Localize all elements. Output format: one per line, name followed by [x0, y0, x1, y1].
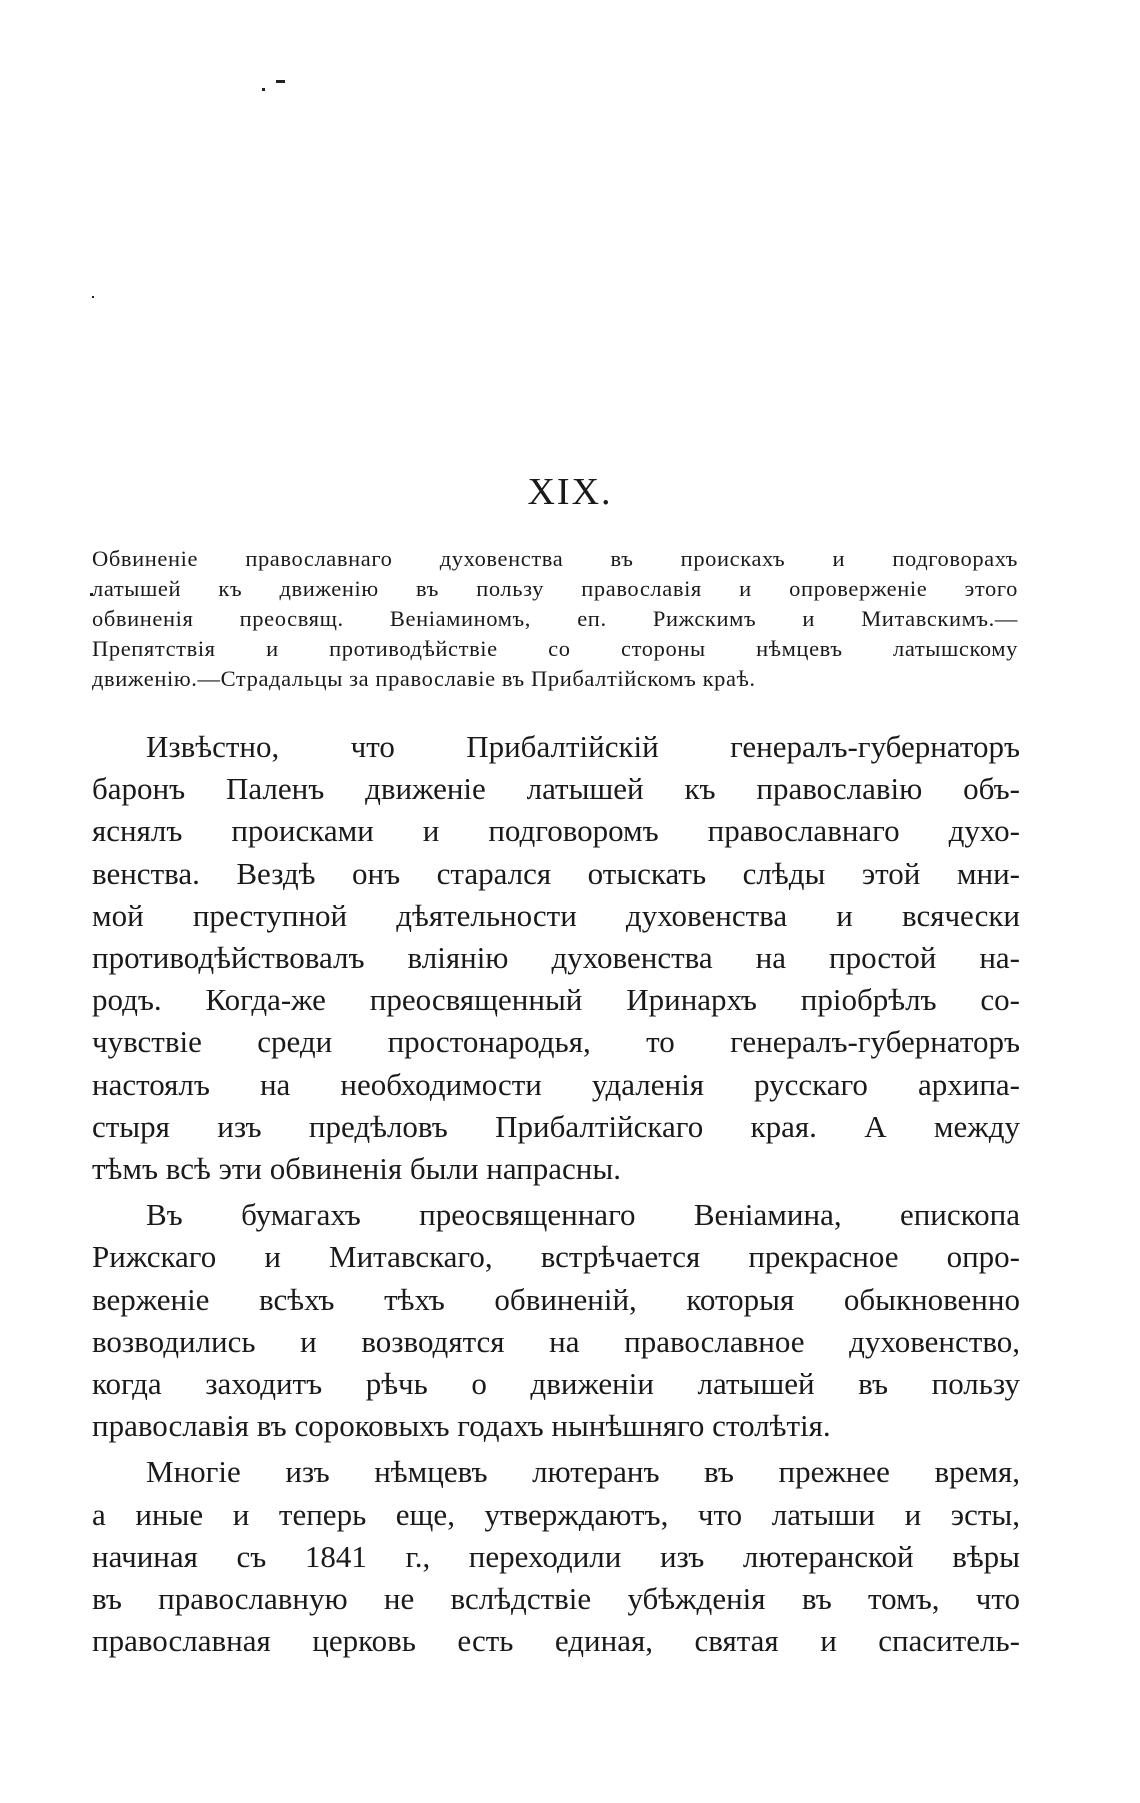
paragraph [92, 726, 1020, 1190]
text-line: а иные и теперь еще, утверждаютъ, что латыши и эсты, [92, 1496, 1020, 1532]
summary-line: латышей къ движенію въ пользу православія и опроверженіе этого [92, 576, 1018, 601]
paragraph [92, 1194, 1020, 1447]
text-line: православная церковь есть единая, святая и спаситель- [92, 1623, 1020, 1659]
body-text [92, 726, 1020, 1666]
text-line: противодѣйствовалъ вліянію духовенства на простой на- [92, 940, 1020, 976]
text-line: чувствіе среди простонародья, то генералъ-губернаторъ [92, 1024, 1020, 1060]
text-line: стыря изъ предѣловъ Прибалтійскаго края. А между [92, 1108, 1020, 1144]
text-line: яснялъ происками и подговоромъ православнаго духо- [92, 813, 1020, 849]
text-line: начиная съ 1841 г., переходили изъ лютеранской вѣры [92, 1538, 1020, 1574]
summary-line: движенію.—Страдальцы за православіе въ Прибалтійскомъ краѣ. [92, 666, 756, 691]
text-line: Рижскаго и Митавскаго, встрѣчается прекрасное опро- [92, 1239, 1020, 1275]
text-line: возводились и возводятся на православное духовенство, [92, 1323, 1020, 1359]
text-line: настоялъ на необходимости удаленія русскаго архипа- [92, 1066, 1020, 1102]
text-line: родъ. Когда-же преосвященный Иринархъ пріобрѣлъ со- [92, 982, 1020, 1018]
ink-speck [92, 296, 94, 298]
chapter-number: XIX. [527, 471, 613, 513]
ink-speck [276, 80, 285, 83]
ink-speck [262, 88, 265, 91]
summary-line: Обвиненіе православнаго духовенства въ проискахъ и подговорахъ [92, 546, 1018, 571]
summary-line: обвиненія преосвящ. Веніаминомъ, еп. Рижскимъ и Митавскимъ.— [92, 606, 1018, 631]
text-line: венства. Вездѣ онъ старался отыскать слѣды этой мни- [92, 855, 1020, 891]
text-line: мой преступной дѣятельности духовенства и всячески [92, 897, 1020, 933]
chapter-summary [92, 544, 1018, 694]
text-line: тѣмъ всѣ эти обвиненія были напрасны. [92, 1151, 621, 1187]
text-line: Въ бумагахъ преосвященнаго Веніамина, епископа [146, 1197, 1020, 1233]
text-line: баронъ Паленъ движеніе латышей къ православію объ- [92, 771, 1020, 807]
text-line: въ православную не вслѣдствіе убѣжденія въ томъ, что [92, 1581, 1020, 1617]
text-line: верженіе всѣхъ тѣхъ обвиненій, которыя обыкновенно [92, 1281, 1020, 1317]
text-line: когда заходитъ рѣчь о движеніи латышей въ пользу [92, 1366, 1020, 1402]
text-line: православія въ сороковыхъ годахъ нынѣшняго столѣтія. [92, 1408, 831, 1444]
text-line: Извѣстно, что Прибалтійскій генералъ-губернаторъ [146, 729, 1020, 764]
summary-line: Препятствія и противодѣйствіе со стороны нѣмцевъ латышскому [92, 636, 1018, 661]
paragraph [92, 1451, 1020, 1662]
text-line: Многіе изъ нѣмцевъ лютеранъ въ прежнее время, [146, 1454, 1020, 1490]
